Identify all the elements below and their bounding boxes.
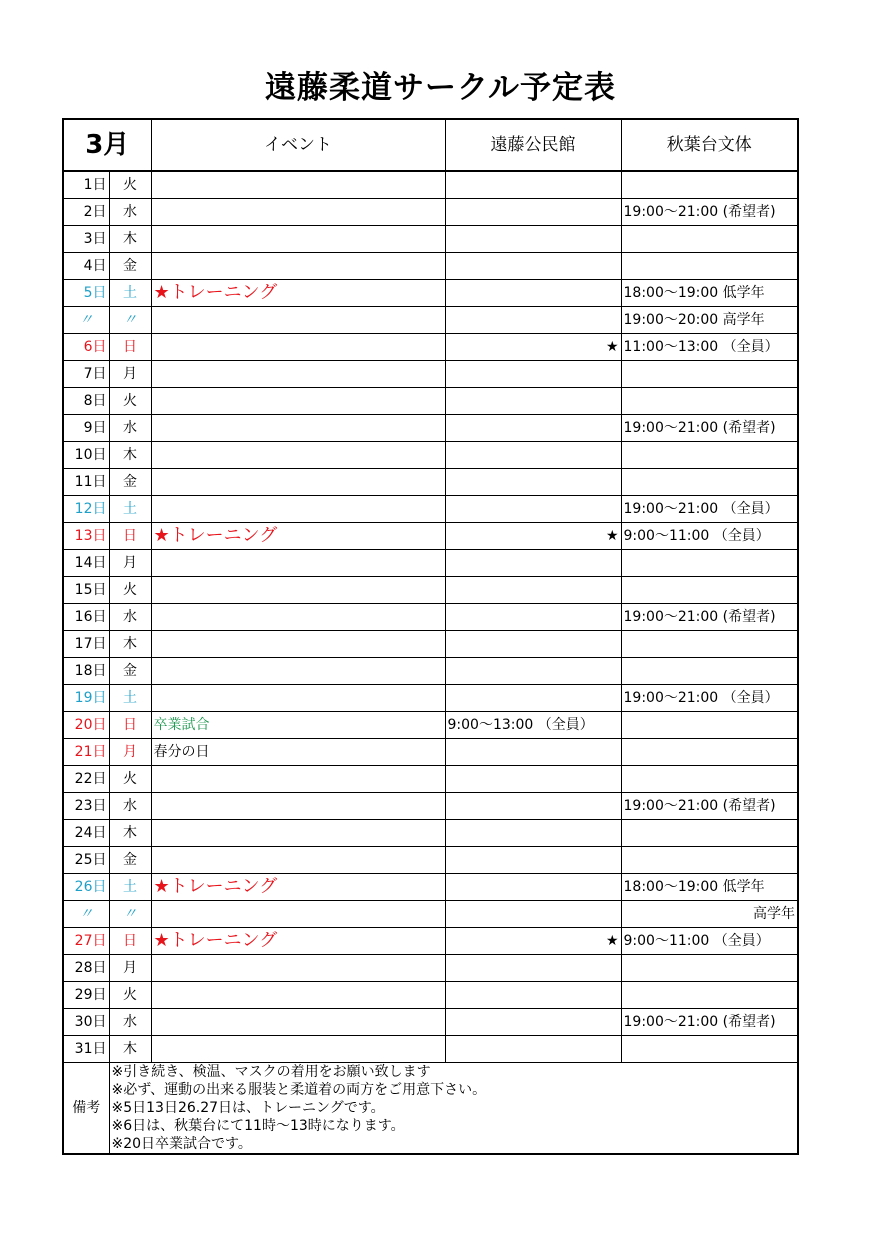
event-cell (151, 442, 445, 469)
weekday-cell: 月 (109, 550, 151, 577)
schedule-row (63, 469, 798, 496)
day-cell: 3日 (63, 226, 109, 253)
weekday-cell: 火 (109, 388, 151, 415)
schedule-row (63, 766, 798, 793)
schedule-row (63, 253, 798, 280)
day-cell: 2日 (63, 199, 109, 226)
weekday-cell: 土 (109, 496, 151, 523)
akiba-cell (621, 388, 798, 415)
event-cell (151, 334, 445, 361)
weekday-cell: 月 (109, 955, 151, 982)
schedule-row (63, 928, 798, 955)
hall-cell: ★ (445, 523, 621, 550)
akiba-cell (621, 712, 798, 739)
schedule-row (63, 685, 798, 712)
weekday-cell: 金 (109, 253, 151, 280)
event-cell (151, 577, 445, 604)
day-cell: 4日 (63, 253, 109, 280)
day-cell: 12日 (63, 496, 109, 523)
schedule-row (63, 415, 798, 442)
akiba-cell (621, 226, 798, 253)
akiba-cell (621, 577, 798, 604)
event-cell (151, 955, 445, 982)
akiba-cell (621, 171, 798, 199)
event-cell (151, 469, 445, 496)
schedule-row (63, 739, 798, 766)
akiba-cell (621, 1036, 798, 1063)
day-cell: 15日 (63, 577, 109, 604)
day-cell: 14日 (63, 550, 109, 577)
day-cell: 20日 (63, 712, 109, 739)
schedule-row (63, 901, 798, 928)
akiba-cell: 19:00～21:00 (希望者) (621, 1009, 798, 1036)
notes-row (63, 1063, 798, 1155)
hall-cell (445, 469, 621, 496)
event-cell (151, 658, 445, 685)
akiba-cell: 9:00～11:00 （全員） (621, 523, 798, 550)
schedule-row (63, 523, 798, 550)
hall-cell (445, 874, 621, 901)
note-line: ※6日は、秋葉台にて11時～13時になります。 (111, 1118, 405, 1134)
day-cell: 10日 (63, 442, 109, 469)
weekday-cell: 火 (109, 171, 151, 199)
event-cell (151, 226, 445, 253)
akiba-cell (621, 469, 798, 496)
akiba-cell (621, 550, 798, 577)
event-cell (151, 631, 445, 658)
hall-cell (445, 280, 621, 307)
event-cell (151, 982, 445, 1009)
day-cell: 30日 (63, 1009, 109, 1036)
hall-cell (445, 901, 621, 928)
day-cell: 9日 (63, 415, 109, 442)
akiba-cell: 19:00～21:00 （全員） (621, 685, 798, 712)
event-cell (151, 901, 445, 928)
weekday-cell: 日 (109, 334, 151, 361)
note-line: ※引き続き、検温、マスクの着用をお願い致します (111, 1064, 431, 1080)
hall-cell (445, 982, 621, 1009)
event-cell: ★トレーニング (151, 280, 445, 307)
hall-cell (445, 955, 621, 982)
schedule-row (63, 171, 798, 199)
weekday-cell: 月 (109, 361, 151, 388)
weekday-cell: 木 (109, 442, 151, 469)
day-cell: 19日 (63, 685, 109, 712)
weekday-cell: 木 (109, 1036, 151, 1063)
day-cell: 1日 (63, 171, 109, 199)
day-cell: 18日 (63, 658, 109, 685)
weekday-cell: 日 (109, 928, 151, 955)
schedule-row (63, 280, 798, 307)
note-line: ※必ず、運動の出来る服装と柔道着の両方をご用意下さい。 (111, 1082, 487, 1098)
akiba-cell (621, 631, 798, 658)
weekday-cell: 金 (109, 469, 151, 496)
weekday-cell: 火 (109, 982, 151, 1009)
hall-cell (445, 658, 621, 685)
weekday-cell: 木 (109, 631, 151, 658)
note-line: ※5日13日26.27日は、トレーニングです。 (111, 1100, 385, 1116)
schedule-row (63, 982, 798, 1009)
hall-cell (445, 496, 621, 523)
hall-cell (445, 577, 621, 604)
schedule-row (63, 604, 798, 631)
day-cell: 26日 (63, 874, 109, 901)
day-cell: 27日 (63, 928, 109, 955)
akiba-column-header: 秋葉台文体 (621, 119, 798, 171)
weekday-cell: 日 (109, 523, 151, 550)
notes-content (109, 1063, 798, 1155)
day-cell: 31日 (63, 1036, 109, 1063)
event-cell (151, 604, 445, 631)
event-cell (151, 415, 445, 442)
schedule-row (63, 226, 798, 253)
hall-cell: 9:00～13:00 （全員） (445, 712, 621, 739)
schedule-row (63, 550, 798, 577)
schedule-body (63, 119, 798, 1154)
day-cell: 29日 (63, 982, 109, 1009)
schedule-row (63, 712, 798, 739)
weekday-cell: 金 (109, 658, 151, 685)
hall-cell (445, 415, 621, 442)
day-cell: 16日 (63, 604, 109, 631)
akiba-cell (621, 361, 798, 388)
schedule-row (63, 1009, 798, 1036)
schedule-row (63, 874, 798, 901)
schedule-row (63, 199, 798, 226)
day-cell: 17日 (63, 631, 109, 658)
weekday-cell: 土 (109, 685, 151, 712)
event-cell (151, 307, 445, 334)
notes-label: 備考 (63, 1063, 109, 1155)
akiba-cell (621, 847, 798, 874)
weekday-cell: 木 (109, 820, 151, 847)
akiba-cell (621, 982, 798, 1009)
hall-cell (445, 604, 621, 631)
schedule-row (63, 361, 798, 388)
day-cell: 24日 (63, 820, 109, 847)
month-header: 3月 (63, 119, 151, 171)
event-cell (151, 685, 445, 712)
akiba-cell (621, 739, 798, 766)
hall-cell (445, 1036, 621, 1063)
akiba-cell: 18:00～19:00 低学年 (621, 874, 798, 901)
akiba-cell (621, 253, 798, 280)
akiba-cell: 9:00～11:00 （全員） (621, 928, 798, 955)
day-cell: 8日 (63, 388, 109, 415)
akiba-cell: 18:00～19:00 低学年 (621, 280, 798, 307)
hall-cell (445, 442, 621, 469)
event-cell: ★トレーニング (151, 523, 445, 550)
event-cell: 卒業試合 (151, 712, 445, 739)
hall-cell (445, 766, 621, 793)
schedule-row (63, 847, 798, 874)
day-cell: 22日 (63, 766, 109, 793)
schedule-row (63, 631, 798, 658)
schedule-row (63, 1036, 798, 1063)
event-cell (151, 766, 445, 793)
schedule-row (63, 442, 798, 469)
event-cell (151, 793, 445, 820)
event-cell (151, 388, 445, 415)
akiba-cell (621, 820, 798, 847)
weekday-cell: 水 (109, 793, 151, 820)
event-cell (151, 253, 445, 280)
event-cell (151, 1009, 445, 1036)
weekday-cell: 月 (109, 739, 151, 766)
schedule-row (63, 334, 798, 361)
akiba-cell: 19:00～21:00 (希望者) (621, 793, 798, 820)
hall-cell (445, 361, 621, 388)
akiba-cell: 高学年 (621, 901, 798, 928)
akiba-cell (621, 955, 798, 982)
schedule-row (63, 658, 798, 685)
akiba-cell: 19:00～21:00 (希望者) (621, 199, 798, 226)
hall-cell (445, 631, 621, 658)
hall-cell (445, 171, 621, 199)
event-column-header: イベント (151, 119, 445, 171)
weekday-cell: 水 (109, 604, 151, 631)
weekday-cell: 〃 (109, 901, 151, 928)
day-cell: 6日 (63, 334, 109, 361)
event-cell (151, 361, 445, 388)
akiba-cell: 19:00～20:00 高学年 (621, 307, 798, 334)
weekday-cell: 日 (109, 712, 151, 739)
hall-cell (445, 307, 621, 334)
hall-cell (445, 550, 621, 577)
schedule-row (63, 307, 798, 334)
akiba-cell: 11:00～13:00 （全員） (621, 334, 798, 361)
weekday-cell: 金 (109, 847, 151, 874)
akiba-cell: 19:00～21:00 （全員） (621, 496, 798, 523)
schedule-row (63, 955, 798, 982)
day-cell: 7日 (63, 361, 109, 388)
event-cell: ★トレーニング (151, 928, 445, 955)
event-cell (151, 847, 445, 874)
weekday-cell: 土 (109, 874, 151, 901)
schedule-row (63, 388, 798, 415)
event-cell (151, 550, 445, 577)
schedule-row (63, 820, 798, 847)
schedule-row (63, 496, 798, 523)
hall-cell (445, 199, 621, 226)
schedule-row (63, 793, 798, 820)
day-cell: 〃 (63, 307, 109, 334)
hall-cell (445, 793, 621, 820)
day-cell: 11日 (63, 469, 109, 496)
header-row (63, 119, 798, 171)
weekday-cell: 火 (109, 577, 151, 604)
akiba-cell: 19:00～21:00 (希望者) (621, 415, 798, 442)
page-title: 遠藤柔道サークル予定表 (264, 70, 617, 106)
hall-cell (445, 226, 621, 253)
day-cell: 〃 (63, 901, 109, 928)
weekday-cell: 火 (109, 766, 151, 793)
hall-cell (445, 739, 621, 766)
event-cell (151, 1036, 445, 1063)
schedule-row (63, 577, 798, 604)
event-cell (151, 820, 445, 847)
hall-column-header: 遠藤公民館 (445, 119, 621, 171)
event-cell (151, 496, 445, 523)
event-cell (151, 171, 445, 199)
akiba-cell (621, 442, 798, 469)
akiba-cell: 19:00～21:00 (希望者) (621, 604, 798, 631)
event-cell: 春分の日 (151, 739, 445, 766)
hall-cell (445, 1009, 621, 1036)
day-cell: 23日 (63, 793, 109, 820)
hall-cell (445, 847, 621, 874)
day-cell: 5日 (63, 280, 109, 307)
hall-cell: ★ (445, 928, 621, 955)
schedule-table (62, 118, 799, 1155)
hall-cell (445, 253, 621, 280)
hall-cell: ★ (445, 334, 621, 361)
weekday-cell: 水 (109, 1009, 151, 1036)
event-cell (151, 199, 445, 226)
day-cell: 28日 (63, 955, 109, 982)
day-cell: 21日 (63, 739, 109, 766)
event-cell: ★トレーニング (151, 874, 445, 901)
hall-cell (445, 685, 621, 712)
weekday-cell: 木 (109, 226, 151, 253)
hall-cell (445, 388, 621, 415)
weekday-cell: 土 (109, 280, 151, 307)
day-cell: 13日 (63, 523, 109, 550)
weekday-cell: 水 (109, 415, 151, 442)
note-line: ※20日卒業試合です。 (111, 1136, 252, 1152)
akiba-cell (621, 766, 798, 793)
weekday-cell: 水 (109, 199, 151, 226)
akiba-cell (621, 658, 798, 685)
hall-cell (445, 820, 621, 847)
day-cell: 25日 (63, 847, 109, 874)
weekday-cell: 〃 (109, 307, 151, 334)
